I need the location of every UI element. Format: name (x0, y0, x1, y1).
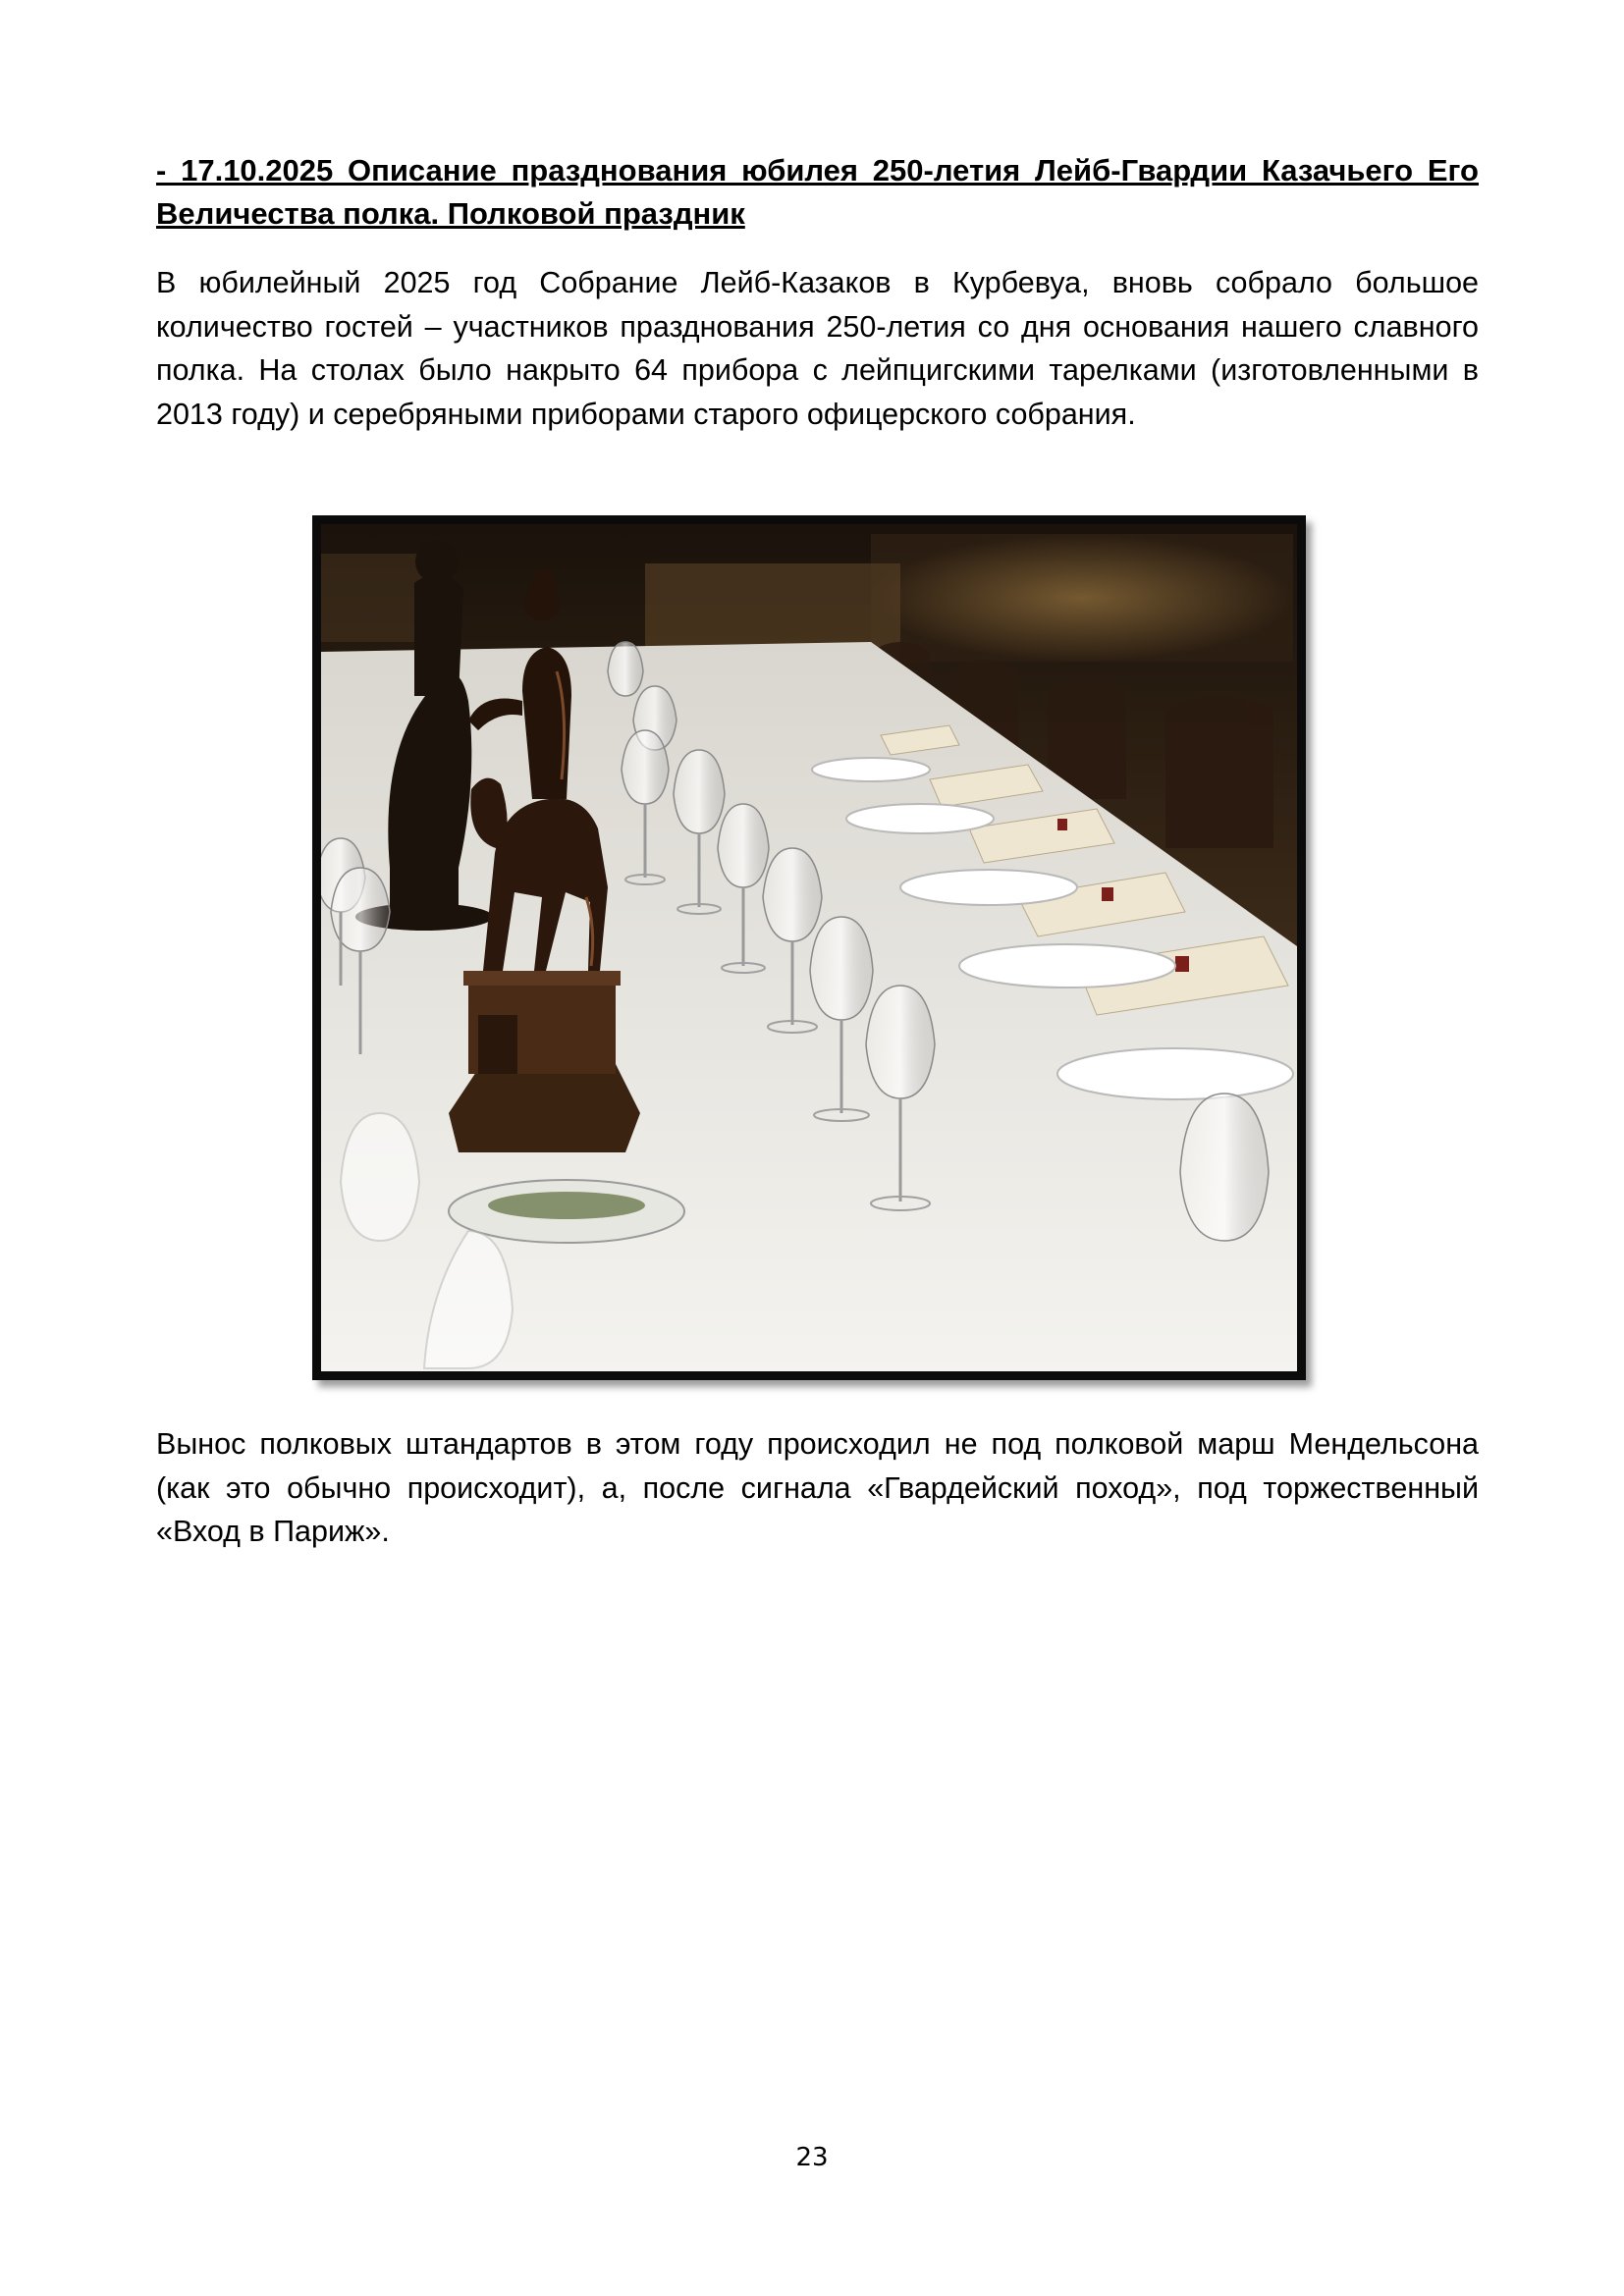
body-paragraph-2: Вынос полковых штандартов в этом году происходил не под полковой марш Мендельсона (как это обычно происходит), а, после сигнала «Гвардейский поход», под торжественный «Вход в Париж». (156, 1427, 1479, 1548)
banquet-table-image (321, 524, 1297, 1371)
page-number: 23 (795, 2143, 829, 2172)
body-paragraph-1: В юбилейный 2025 год Собрание Лейб-Казаков в Курбевуа, вновь собрало большое количество гостей – участников празднования 250-летия со дня основания нашего славного полка. На столах было накрыто 64 прибора с лейпцигскими тарелками (изготовленными в 2013 году) и серебряными приборами старого офицерского собрания. (156, 266, 1479, 431)
section-heading: - 17.10.2025 Описание празднования юбилея 250-летия Лейб-Гвардии Казачьего Его Величества полка. Полковой праздник (156, 153, 1479, 231)
banquet-table-photo (312, 515, 1306, 1380)
